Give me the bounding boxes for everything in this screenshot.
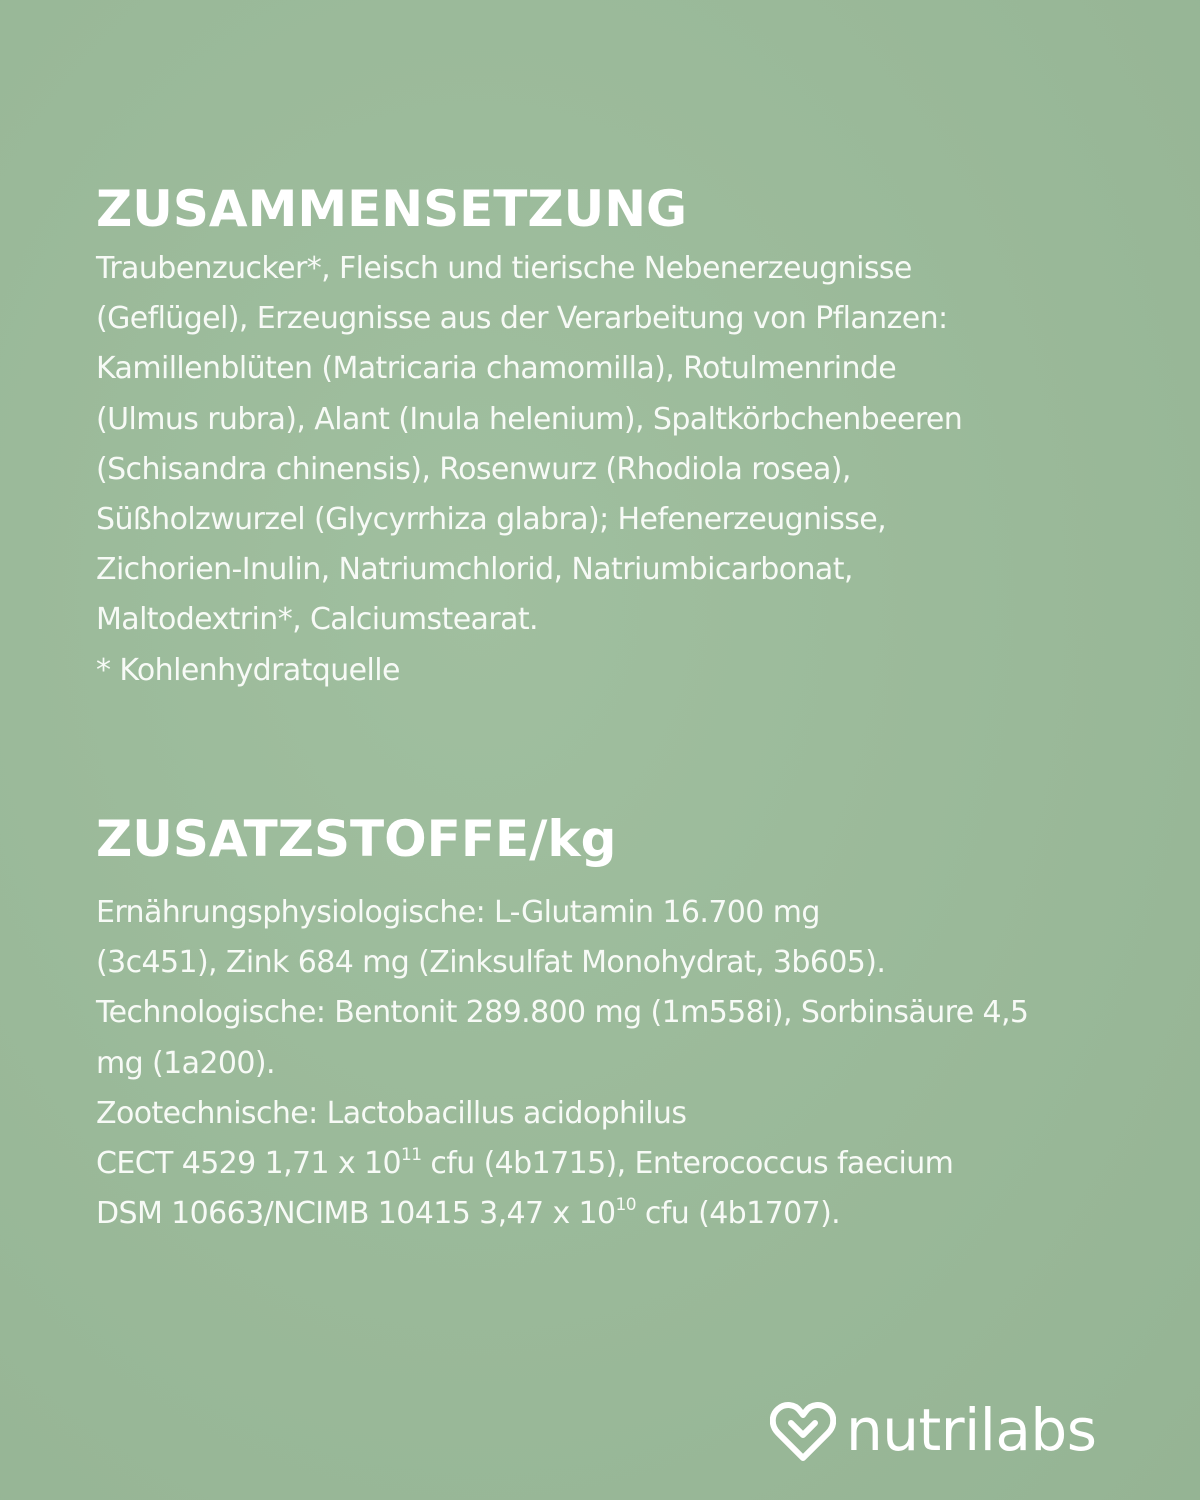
dsm-exponent: 10 [615,1195,636,1216]
dsm-text-end: cfu (4b1707). [635,1196,841,1232]
additives-line-cect [96,1139,1136,1189]
additives-line-dsm [96,1189,1136,1239]
additives-line: Technologische: Bentonit 289.800 mg (1m558i), Sorbinsäure 4,5 [96,995,1029,1031]
additives-heading: ZUSATZSTOFFE/kg [96,810,617,868]
composition-heading: ZUSAMMENSETZUNG [96,180,688,238]
additives-line: mg (1a200). [96,1045,275,1081]
composition-line: (Geflügel), Erzeugnisse aus der Verarbeitung von Pflanzen: [96,301,948,337]
cect-exponent: 11 [401,1145,422,1166]
composition-line: (Schisandra chinensis), Rosenwurz (Rhodiola rosea), [96,451,851,487]
composition-section [96,176,1136,696]
additives-text [96,888,1136,1239]
cect-text-end: cfu (4b1715), Enterococcus faecium [421,1146,954,1182]
composition-line: Traubenzucker*, Fleisch und tierische Nebenerzeugnisse [96,251,912,286]
cect-text: CECT 4529 1,71 x 10 [96,1146,401,1182]
composition-line: Süßholzwurzel (Glycyrrhiza glabra); Hefenerzeugnisse, [96,502,887,538]
brand-name: nutrilabs [846,1396,1097,1464]
composition-line: Zichorien-Inulin, Natriumchlorid, Natriumbicarbonat, [96,552,853,588]
composition-line: Kamillenblüten (Matricaria chamomilla), Rotulmenrinde [96,351,897,387]
additives-section [96,806,1136,1239]
brand-logo [770,1398,1096,1468]
additives-line: Zootechnische: Lactobacillus acidophilus [96,1095,687,1131]
dsm-text: DSM 10663/NCIMB 10415 3,47 x 10 [96,1196,616,1232]
composition-footnote: * Kohlenhydratquelle [96,652,400,688]
additives-line: (3c451), Zink 684 mg (Zinksulfat Monohydrat, 3b605). [96,945,886,981]
additives-line: Ernährungsphysiologische: L-Glutamin 16.700 mg [96,895,820,930]
composition-line: (Ulmus rubra), Alant (Inula helenium), Spaltkörbchenbeeren [96,401,963,437]
composition-line: Maltodextrin*, Calciumstearat. [96,602,538,638]
composition-text [96,244,1136,696]
heart-logo-icon [770,1402,836,1464]
